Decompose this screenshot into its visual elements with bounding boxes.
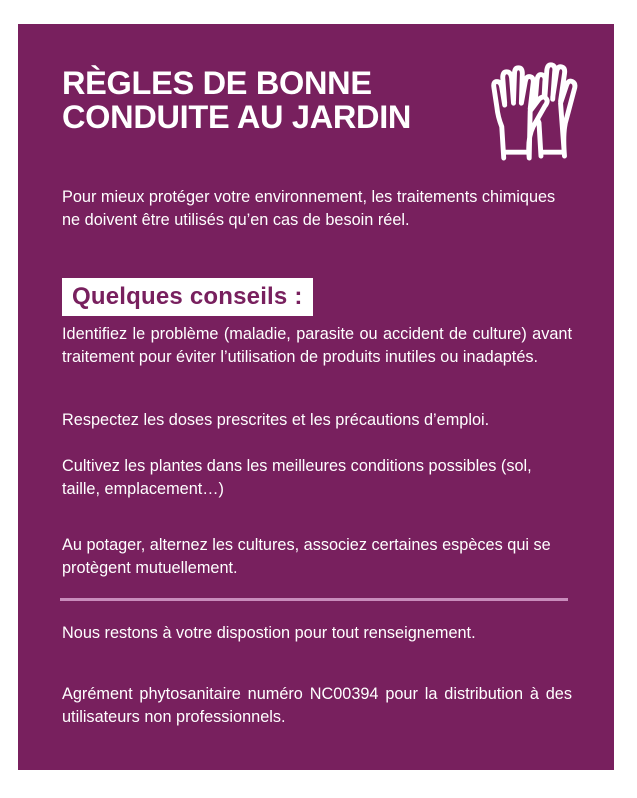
tip-item: Cultivez les plantes dans les meilleures conditions possibles (sol, taille, emplacement…) bbox=[62, 457, 532, 498]
tip-item: Au potager, alternez les cultures, associez certaines espèces qui se protègent mutuellement. bbox=[62, 536, 551, 577]
tip-item: Respectez les doses prescrites et les précautions d’emploi. bbox=[62, 411, 490, 429]
divider bbox=[60, 598, 568, 601]
agrement-text: Agrément phytosanitaire numéro NC00394 pour la distribution à des utilisateurs non professionnels. bbox=[62, 685, 572, 726]
title-line-2: CONDUITE AU JARDIN bbox=[62, 99, 412, 135]
page-title bbox=[62, 66, 411, 134]
garden-rules-panel bbox=[18, 24, 614, 770]
gloves-icon bbox=[490, 58, 588, 162]
contact-text: Nous restons à votre dispostion pour tout renseignement. bbox=[62, 624, 476, 642]
tips-heading: Quelques conseils : bbox=[62, 278, 313, 316]
title-line-1: RÈGLES DE BONNE bbox=[62, 65, 372, 101]
intro-text: Pour mieux protéger votre environnement, les traitements chimiques ne doivent être utilisés qu’en cas de besoin réel. bbox=[62, 188, 556, 229]
tip-item: Identifiez le problème (maladie, parasite ou accident de culture) avant traitement pour éviter l’utilisation de produits inutiles ou inadaptés. bbox=[62, 325, 572, 366]
